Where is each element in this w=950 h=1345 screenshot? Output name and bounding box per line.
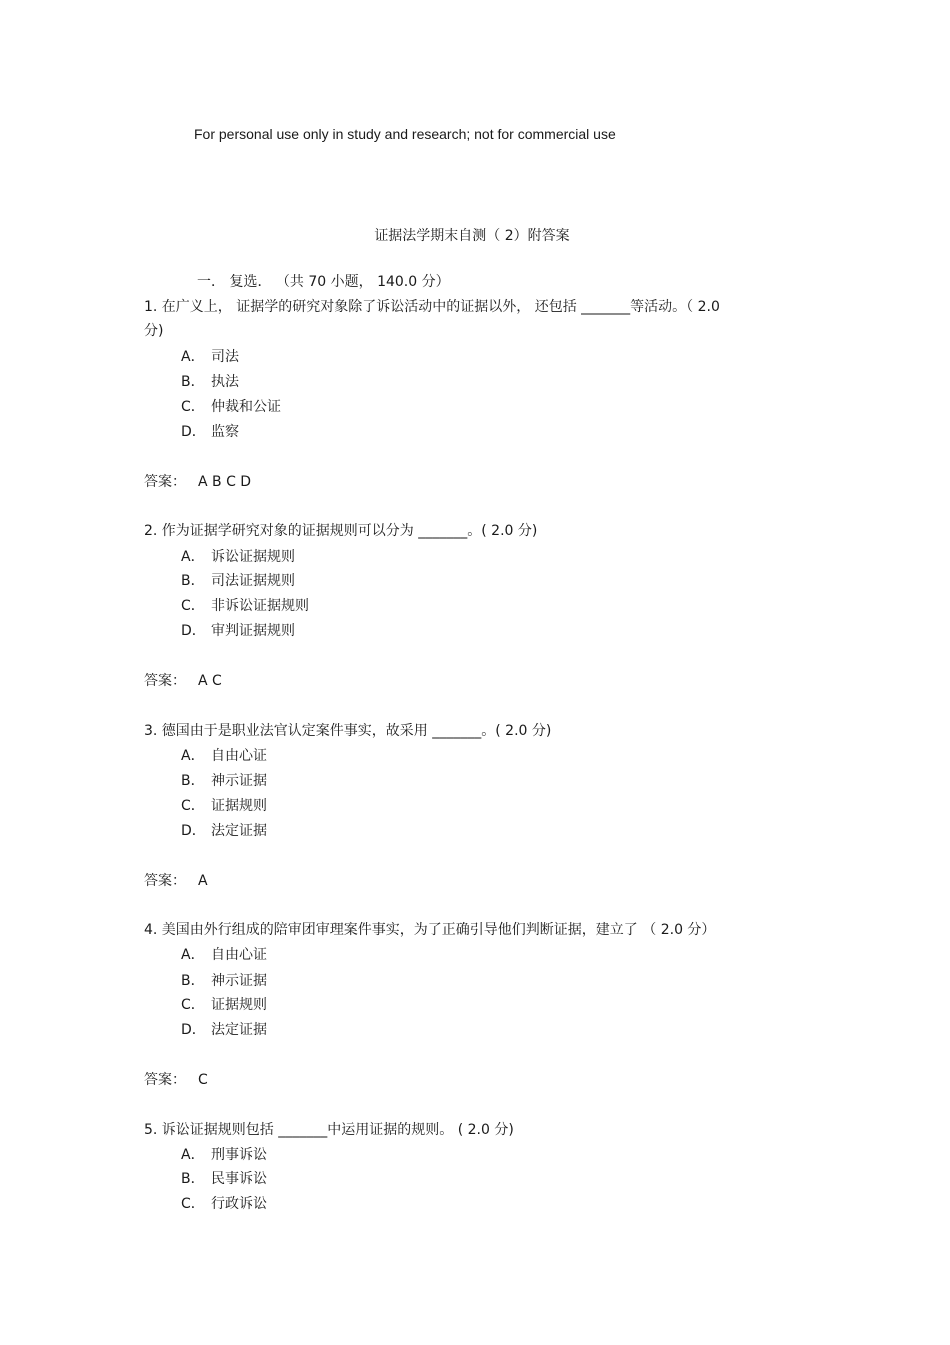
question-3-option-d (181, 822, 267, 840)
option-letter: B． (181, 573, 205, 589)
option-text: 行政诉讼 (211, 1196, 267, 1212)
option-text: 证据规则 (211, 798, 267, 814)
answer-label: 答案： (144, 474, 186, 490)
option-text: 审判证据规则 (211, 623, 295, 639)
option-letter: D． (181, 424, 206, 440)
question-1-option-a (181, 348, 239, 366)
option-letter: A． (181, 1147, 205, 1163)
question-4-option-d (181, 1021, 267, 1039)
answer-value: C (198, 1072, 208, 1088)
option-letter: C． (181, 997, 205, 1013)
option-letter: C． (181, 399, 205, 415)
option-letter: D． (181, 1022, 206, 1038)
answer-label: 答案： (144, 1072, 186, 1088)
option-letter: A． (181, 549, 205, 565)
answer-value: A C (198, 673, 222, 689)
option-letter: B． (181, 374, 205, 390)
option-letter: B． (181, 1171, 205, 1187)
question-2-option-b (181, 572, 295, 590)
option-text: 神示证据 (211, 973, 267, 989)
option-text: 自由心证 (211, 947, 267, 963)
question-5-option-a (181, 1146, 267, 1164)
question-2-text: 2. 作为证据学研究对象的证据规则可以分为 _______。( 2.0 分) (144, 523, 538, 539)
option-text: 法定证据 (211, 823, 267, 839)
question-1-text-cont: 分) (144, 323, 164, 339)
option-text: 仲裁和公证 (211, 399, 281, 415)
usage-notice: For personal use only in study and research; not for commercial use (194, 126, 616, 142)
option-text: 证据规则 (211, 997, 267, 1013)
option-text: 法定证据 (211, 1022, 267, 1038)
option-text: 自由心证 (211, 748, 267, 764)
option-text: 民事诉讼 (211, 1171, 267, 1187)
option-letter: D． (181, 823, 206, 839)
option-text: 执法 (211, 374, 239, 390)
option-text: 司法 (211, 349, 239, 365)
section-heading: 一． 复选． （共 70 小题， 140.0 分） (197, 274, 450, 290)
option-text: 司法证据规则 (211, 573, 295, 589)
option-letter: A． (181, 947, 205, 963)
option-letter: C． (181, 598, 205, 614)
question-5-option-c (181, 1195, 267, 1213)
option-letter: B． (181, 773, 205, 789)
question-3-option-c (181, 797, 267, 815)
document-title: 证据法学期末自测（ 2）附答案 (374, 228, 570, 244)
question-1-option-c (181, 398, 281, 416)
question-4-answer (144, 1071, 208, 1089)
option-letter: C． (181, 798, 205, 814)
answer-label: 答案： (144, 873, 186, 889)
answer-label: 答案： (144, 673, 186, 689)
question-3-text: 3. 德国由于是职业法官认定案件事实，故采用 _______。( 2.0 分) (144, 723, 552, 739)
option-letter: A． (181, 748, 205, 764)
question-2-option-c (181, 597, 309, 615)
option-letter: A． (181, 349, 205, 365)
question-4-option-b (181, 972, 267, 990)
question-1-text: 1. 在广义上， 证据学的研究对象除了诉讼活动中的证据以外， 还包括 _______等活动。（ 2.0 (144, 299, 720, 315)
option-text: 监察 (211, 424, 239, 440)
option-letter: B． (181, 973, 205, 989)
question-3-option-b (181, 772, 267, 790)
answer-value: A (198, 873, 208, 889)
option-text: 刑事诉讼 (211, 1147, 267, 1163)
option-text: 神示证据 (211, 773, 267, 789)
answer-value: A B C D (198, 474, 252, 490)
question-1-option-b (181, 373, 239, 391)
question-4-option-c (181, 996, 267, 1014)
question-2-option-d (181, 622, 295, 640)
question-4-text: 4. 美国由外行组成的陪审团审理案件事实，为了正确引导他们判断证据，建立了 （ 2.0 分） (144, 922, 716, 938)
question-5-option-b (181, 1170, 267, 1188)
question-4-option-a (181, 946, 267, 964)
option-text: 诉讼证据规则 (211, 549, 295, 565)
question-5-text: 5. 诉讼证据规则包括 _______中运用证据的规则。 ( 2.0 分) (144, 1122, 514, 1138)
question-2-answer (144, 672, 222, 690)
question-2-option-a (181, 548, 295, 566)
option-letter: C． (181, 1196, 205, 1212)
option-letter: D． (181, 623, 206, 639)
question-1-answer (144, 473, 251, 491)
question-3-option-a (181, 747, 267, 765)
question-3-answer (144, 872, 208, 890)
question-1-option-d (181, 423, 239, 441)
option-text: 非诉讼证据规则 (211, 598, 309, 614)
